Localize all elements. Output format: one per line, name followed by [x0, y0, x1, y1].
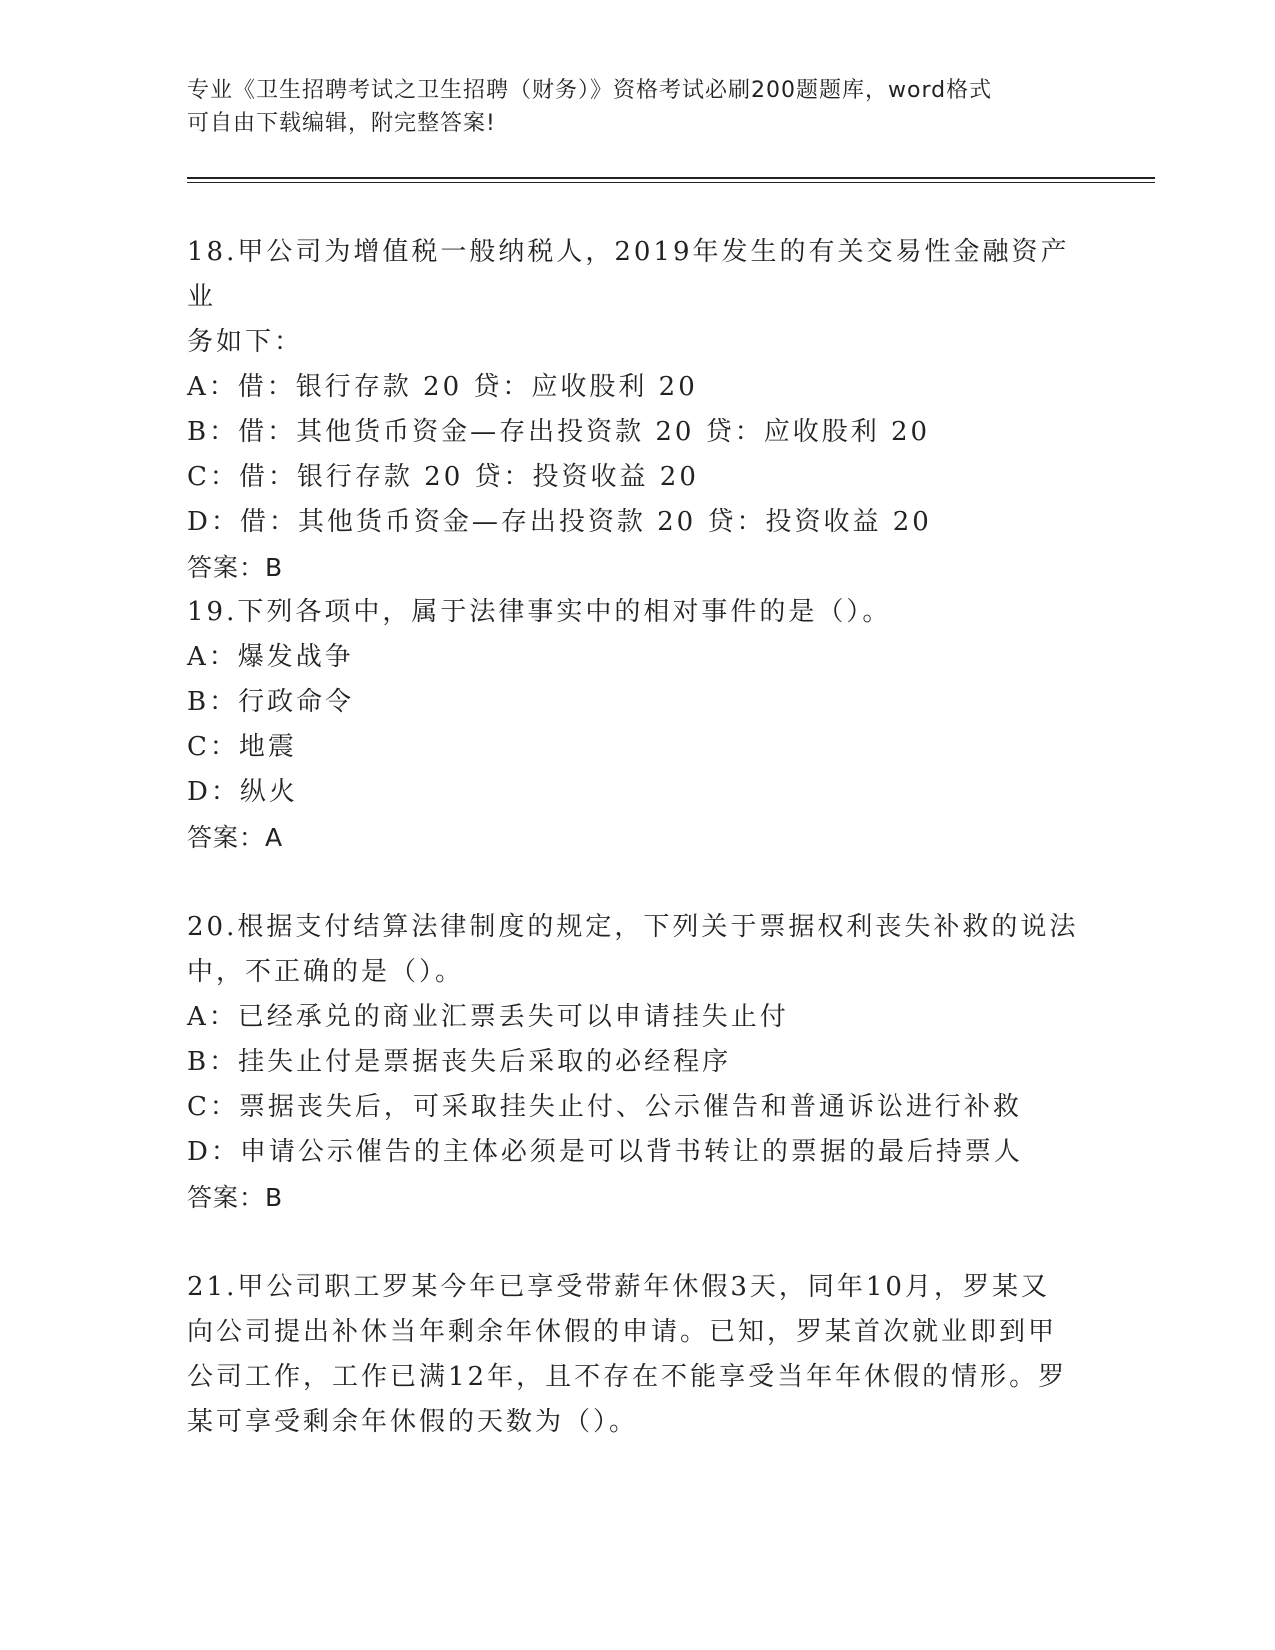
question-21 [187, 1265, 1087, 1445]
question-stem: 19.下列各项中，属于法律事实中的相对事件的是（）。 [187, 597, 892, 627]
option-c: C：地震 [187, 732, 297, 762]
question-stem: 21.甲公司职工罗某今年已享受带薪年休假3天，同年10月，罗某又 [187, 1272, 1050, 1302]
question-stem: 18.甲公司为增值税一般纳税人，2019年发生的有关交易性金融资产业 [187, 237, 1070, 312]
option-b: B：挂失止付是票据丧失后采取的必经程序 [187, 1047, 732, 1077]
option-b: B：借：其他货币资金—存出投资款 20 贷：应收股利 20 [187, 417, 931, 447]
question-stem: 20.根据支付结算法律制度的规定，下列关于票据权利丧失补救的说法 [187, 912, 1079, 942]
option-a: A：爆发战争 [187, 642, 354, 672]
option-a: A：借：银行存款 20 贷：应收股利 20 [187, 372, 698, 402]
header-line-1: 专业《卫生招聘考试之卫生招聘（财务）》资格考试必刷200题题库，word格式 [187, 78, 993, 103]
question-19 [187, 590, 1087, 860]
question-stem: 公司工作，工作已满12年，且不存在不能享受当年年休假的情形。罗 [187, 1362, 1068, 1392]
answer: 答案：B [187, 553, 284, 582]
option-a: A：已经承兑的商业汇票丢失可以申请挂失止付 [187, 1002, 789, 1032]
option-c: C：票据丧失后，可采取挂失止付、公示催告和普通诉讼进行补救 [187, 1092, 1022, 1122]
option-d: D：纵火 [187, 777, 298, 807]
option-c: C：借：银行存款 20 贷：投资收益 20 [187, 462, 699, 492]
option-d: D：借：其他货币资金—存出投资款 20 贷：投资收益 20 [187, 507, 932, 537]
answer: 答案：A [187, 823, 284, 852]
option-b: B：行政命令 [187, 687, 355, 717]
option-d: D：申请公示催告的主体必须是可以背书转让的票据的最后持票人 [187, 1137, 1023, 1167]
question-stem: 务如下： [187, 327, 304, 357]
question-stem: 中，不正确的是（）。 [187, 957, 465, 987]
question-stem: 某可享受剩余年休假的天数为（）。 [187, 1407, 639, 1437]
answer: 答案：B [187, 1183, 284, 1212]
question-stem: 向公司提出补休当年剩余年休假的申请。已知，罗某首次就业即到甲 [187, 1317, 1058, 1347]
header-line-2: 可自由下载编辑，附完整答案! [187, 111, 496, 136]
question-18 [187, 230, 1087, 590]
question-20 [187, 905, 1087, 1220]
page-header [187, 74, 1087, 140]
header-divider [187, 177, 1155, 183]
